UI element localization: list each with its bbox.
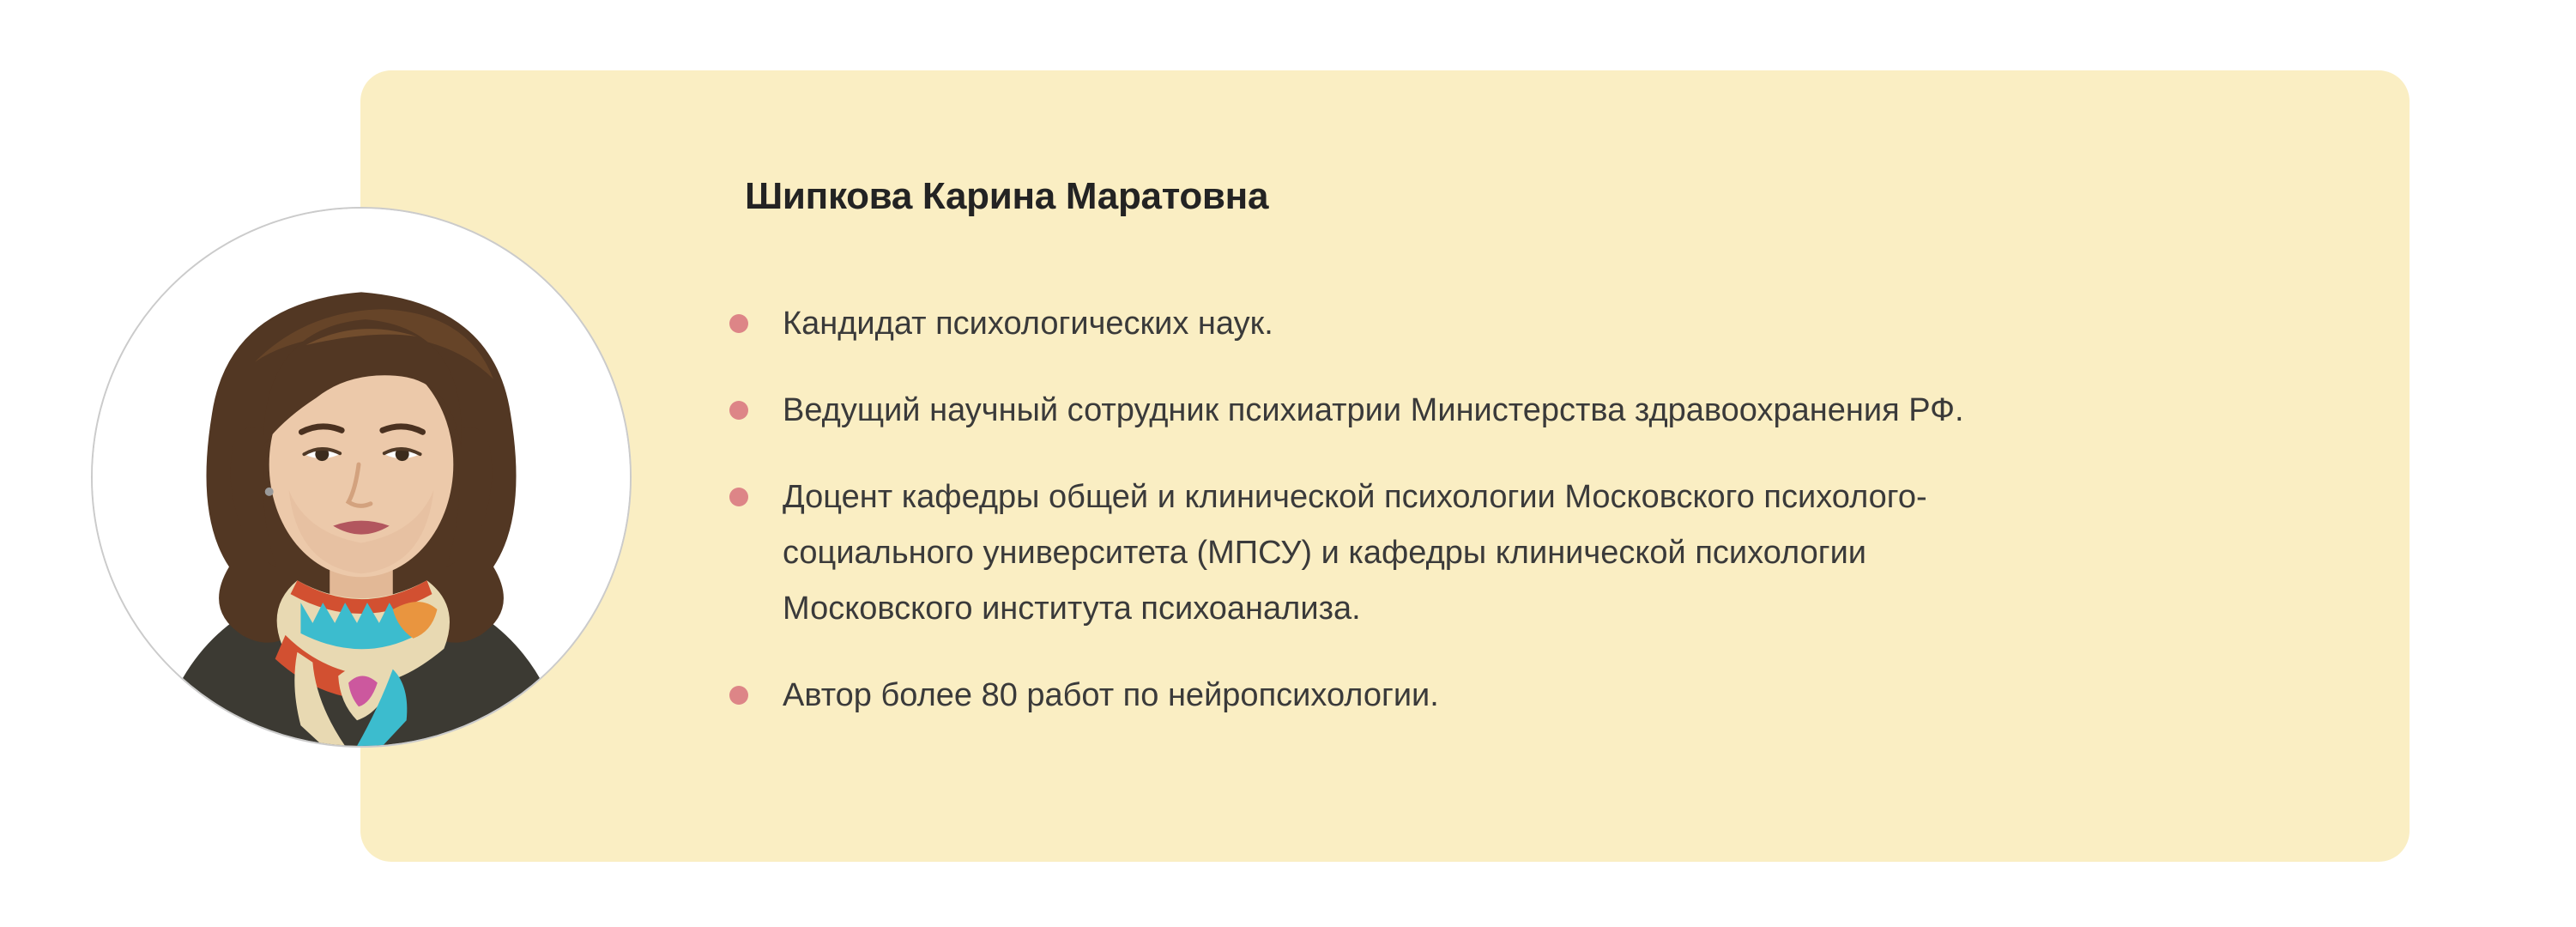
bullet-dot-icon: [729, 401, 748, 420]
list-item: [729, 668, 2231, 724]
list-item-text: Доцент кафедры общей и клинической психологии Московского психолого-социального университета (МПСУ) и кафедры клинической психологии Московского института психоанализа.: [783, 479, 1927, 627]
profile-card: [360, 70, 2410, 862]
list-item: [729, 383, 2231, 439]
list-item-text: Кандидат психологических наук.: [783, 306, 1273, 342]
credentials-list: [729, 296, 2231, 724]
profile-photo: [91, 207, 632, 748]
list-item-text: Автор более 80 работ по нейропсихологии.: [783, 677, 1439, 713]
card-content: [729, 173, 2231, 754]
list-item-text: Ведущий научный сотрудник психиатрии Министерства здравоохранения РФ.: [783, 392, 1964, 428]
bullet-dot-icon: [729, 686, 748, 705]
list-item: [729, 470, 2231, 637]
bullet-dot-icon: [729, 314, 748, 333]
person-name-title: Шипкова Карина Маратовна: [745, 175, 1269, 217]
portrait-illustration: [93, 209, 630, 746]
bullet-dot-icon: [729, 488, 748, 506]
list-item: [729, 296, 2231, 352]
